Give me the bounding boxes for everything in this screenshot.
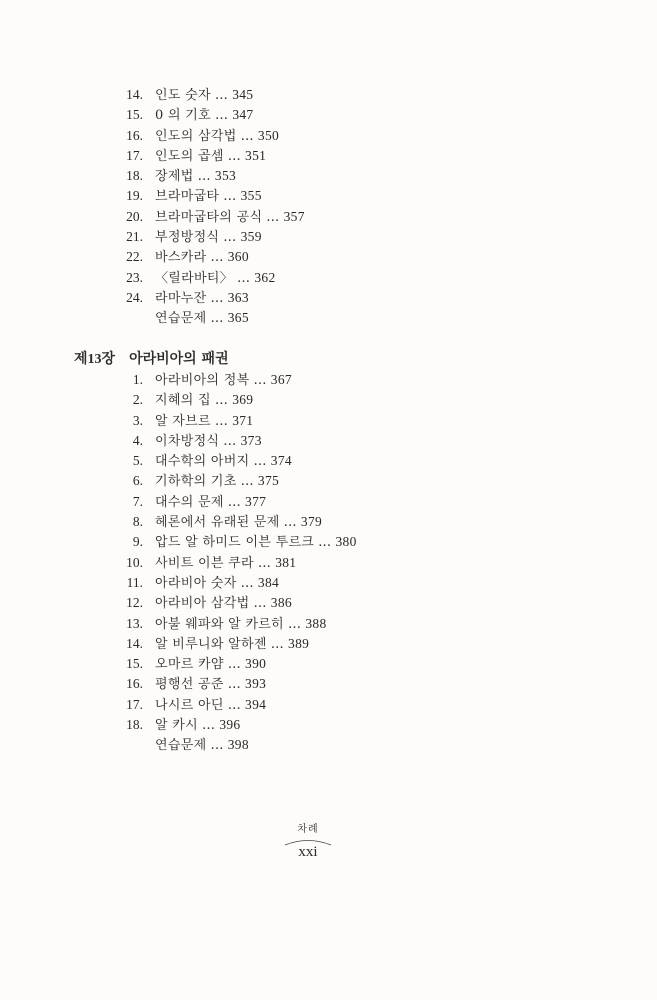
- entry-number: 16.: [126, 127, 143, 143]
- entry-title: 연습문제: [155, 311, 207, 327]
- entry-title: 헤론에서 유래된 문제: [155, 515, 280, 531]
- entry-number: 17.: [126, 147, 143, 163]
- toc-entry: [0, 431, 657, 451]
- entry-title: 라마누잔: [155, 290, 207, 306]
- leader-dots: …: [197, 169, 211, 185]
- toc-entry: [0, 186, 657, 206]
- entry-page: 357: [283, 208, 305, 224]
- toc-entry: [0, 735, 657, 755]
- entry-page: 350: [257, 127, 280, 143]
- entry-page: 388: [305, 615, 327, 631]
- entry-number: 14.: [126, 635, 143, 651]
- leader-dots: …: [253, 373, 267, 388]
- entry-number: 21.: [126, 229, 143, 245]
- entry-title: 0 의 기호: [155, 108, 212, 124]
- entry-title: 브라마굽타의 공식: [155, 209, 263, 225]
- entry-title: 나시르 아딘: [155, 697, 224, 713]
- leader-dots: …: [227, 697, 242, 713]
- entry-page: 363: [227, 289, 249, 305]
- entry-title: 연습문제: [155, 738, 207, 754]
- entry-number: 12.: [126, 595, 143, 611]
- entry-title-line: [155, 614, 327, 635]
- entry-page: 377: [245, 493, 267, 509]
- entry-title-line: [155, 411, 253, 432]
- leader-dots: …: [227, 657, 242, 673]
- entry-title: 이차방정식: [155, 433, 220, 449]
- entry-page: 390: [245, 656, 267, 672]
- leader-dots: …: [240, 128, 254, 144]
- toc-entry: [0, 593, 657, 613]
- toc-entry: [0, 553, 657, 573]
- toc-entry: [0, 288, 657, 308]
- page-footer: [278, 822, 338, 860]
- chapter-heading: [74, 348, 229, 370]
- entry-title-line: [155, 471, 279, 492]
- entry-title-line: [155, 573, 279, 594]
- entry-number: 22.: [126, 249, 143, 265]
- entry-number: 1.: [132, 372, 143, 387]
- entry-title: 아라비아 숫자: [155, 575, 237, 591]
- entry-title-line: [155, 207, 305, 228]
- leader-dots: …: [253, 454, 267, 470]
- entry-page: 367: [270, 372, 292, 387]
- toc-entry: [0, 492, 657, 512]
- entry-page: 353: [214, 168, 237, 184]
- chapter-label: 제13장: [74, 352, 116, 367]
- leader-dots: …: [257, 555, 272, 571]
- entry-number: 8.: [132, 514, 143, 530]
- entry-title: 장제법: [155, 169, 194, 185]
- entry-title-line: [155, 186, 262, 207]
- leader-dots: …: [223, 433, 237, 449]
- toc-entry: [0, 268, 657, 288]
- entry-page: 375: [257, 473, 280, 489]
- entry-title: 아라비아 삼각법: [155, 596, 250, 612]
- entry-page: 393: [245, 676, 267, 692]
- leader-dots: …: [237, 270, 251, 286]
- leader-dots: …: [210, 738, 224, 754]
- entry-title: 〈릴라바티〉: [155, 270, 234, 286]
- entry-number: 17.: [126, 696, 143, 712]
- entry-title: 대수의 문제: [155, 494, 224, 510]
- leader-dots: …: [240, 575, 254, 591]
- entry-title: 알 자브르: [155, 413, 211, 429]
- leader-dots: …: [214, 393, 229, 409]
- entry-page: 394: [245, 696, 267, 712]
- toc-entry: [0, 512, 657, 532]
- toc-entry: [0, 614, 657, 634]
- entry-title-line: [155, 674, 266, 695]
- toc-entry: [0, 146, 657, 166]
- entry-title-line: [155, 146, 266, 167]
- entry-title: 오마르 카얌: [155, 657, 224, 673]
- toc-section-chapter-13: [0, 370, 657, 756]
- toc-entry: [0, 634, 657, 654]
- entry-number: 18.: [126, 168, 143, 184]
- entry-title-line: [155, 492, 266, 513]
- leader-dots: …: [240, 474, 254, 490]
- entry-title: 평행선 공준: [155, 677, 224, 693]
- toc-entry: [0, 227, 657, 247]
- chapter-title: 아라비아의 패권: [129, 351, 229, 367]
- leader-dots: …: [215, 108, 229, 124]
- toc-entry: [0, 532, 657, 552]
- leader-dots: …: [210, 290, 224, 306]
- entry-title-line: [155, 126, 279, 147]
- entry-title: 인도 숫자: [155, 88, 211, 103]
- leader-dots: …: [210, 311, 224, 327]
- entry-title: 압드 알 하미드 이븐 투르크: [155, 535, 315, 551]
- entry-number: 5.: [132, 453, 143, 469]
- leader-dots: …: [270, 636, 285, 652]
- toc-entry: [0, 105, 657, 125]
- leader-dots: …: [214, 413, 229, 429]
- entry-title-line: [155, 735, 249, 756]
- leader-dots: …: [283, 515, 297, 531]
- toc-entry: [0, 654, 657, 674]
- entry-number: 7.: [132, 493, 143, 509]
- toc-entry: [0, 247, 657, 267]
- entry-number: 11.: [126, 574, 143, 590]
- entry-title: 알 비루니와 알하젠: [155, 636, 267, 652]
- entry-page: 396: [219, 717, 241, 733]
- toc-entry: [0, 85, 657, 105]
- leader-dots: …: [214, 88, 229, 103]
- leader-dots: …: [266, 209, 280, 225]
- entry-number: 6.: [132, 473, 143, 489]
- entry-title-line: [155, 227, 262, 248]
- entry-page: 386: [270, 595, 292, 611]
- entry-number: 4.: [132, 432, 143, 448]
- entry-title: 대수학의 아버지: [155, 454, 250, 470]
- entry-title: 인도의 곱셈: [155, 148, 224, 164]
- entry-number: 13.: [126, 615, 143, 631]
- toc-entry: [0, 411, 657, 431]
- entry-page: 374: [270, 453, 292, 469]
- entry-number: 24.: [126, 289, 143, 305]
- toc-entry: [0, 674, 657, 694]
- leader-dots: …: [318, 535, 332, 551]
- entry-title: 기하학의 기초: [155, 474, 237, 490]
- leader-dots: …: [223, 230, 237, 246]
- entry-page: 351: [245, 147, 267, 163]
- entry-number: 3.: [132, 412, 143, 428]
- entry-title: 인도의 삼각법: [155, 128, 237, 144]
- entry-page: 345: [232, 87, 254, 102]
- entry-page: 373: [240, 432, 262, 448]
- entry-title: 지혜의 집: [155, 393, 211, 409]
- entry-number: 23.: [126, 269, 143, 285]
- toc-entry: [0, 715, 657, 735]
- entry-title: 바스카라: [155, 250, 207, 266]
- toc-section-continued: [0, 85, 657, 329]
- entry-title-line: [155, 512, 322, 533]
- toc-entry: [0, 471, 657, 491]
- toc-entry: [0, 695, 657, 715]
- toc-entry: [0, 308, 657, 328]
- entry-number: 10.: [126, 554, 143, 570]
- entry-title-line: [155, 370, 292, 391]
- entry-number: 20.: [126, 208, 143, 224]
- entry-page: 355: [240, 188, 262, 204]
- entry-number: 14.: [126, 87, 143, 102]
- entry-title: 사비트 이븐 쿠라: [155, 555, 254, 571]
- entry-page: 362: [254, 269, 276, 285]
- entry-title: 부정방정식: [155, 230, 220, 246]
- entry-title-line: [155, 166, 236, 187]
- entry-title-line: [155, 431, 262, 452]
- entry-page: 389: [288, 635, 310, 651]
- entry-title-line: [155, 532, 357, 553]
- entry-page: 365: [227, 310, 249, 326]
- entry-page: 380: [335, 534, 357, 550]
- entry-title-line: [155, 390, 253, 411]
- leader-dots: …: [288, 616, 302, 632]
- entry-title-line: [155, 695, 266, 716]
- leader-dots: …: [227, 148, 242, 164]
- toc-entry: [0, 126, 657, 146]
- entry-number: 19.: [126, 188, 143, 204]
- entry-number: 2.: [132, 392, 143, 408]
- entry-title: 아불 웨파와 알 카르히: [155, 616, 285, 632]
- leader-dots: …: [227, 494, 242, 510]
- entry-title-line: [155, 715, 240, 736]
- entry-title-line: [155, 451, 292, 472]
- entry-title-line: [155, 85, 253, 106]
- leader-dots: …: [210, 250, 224, 266]
- toc-entry: [0, 370, 657, 390]
- entry-title-line: [155, 553, 296, 574]
- toc-entry: [0, 573, 657, 593]
- leader-dots: …: [223, 189, 237, 205]
- toc-entry: [0, 207, 657, 227]
- entry-page: 379: [300, 514, 323, 530]
- leader-dots: …: [253, 596, 267, 612]
- entry-title-line: [155, 654, 266, 675]
- page-number: xxi: [298, 844, 318, 860]
- entry-title-line: [155, 593, 292, 614]
- toc-entry: [0, 166, 657, 186]
- entry-number: 18.: [126, 717, 143, 733]
- entry-page: 360: [227, 249, 249, 265]
- entry-title: 브라마굽타: [155, 189, 220, 205]
- entry-number: 15.: [126, 107, 143, 123]
- toc-entry: [0, 390, 657, 410]
- entry-page: 359: [240, 229, 262, 245]
- entry-title-line: [155, 247, 249, 268]
- entry-title-line: [155, 268, 276, 289]
- entry-title-line: [155, 288, 249, 309]
- entry-number: 9.: [132, 534, 143, 550]
- entry-number: 16.: [126, 676, 143, 692]
- entry-page: 384: [257, 574, 280, 590]
- entry-title-line: [155, 308, 249, 329]
- toc-entry: [0, 451, 657, 471]
- entry-title: 알 카시: [155, 718, 199, 734]
- entry-page: 371: [232, 412, 254, 428]
- leader-dots: …: [202, 718, 216, 734]
- entry-title: 아라비아의 정복: [155, 373, 250, 388]
- entry-number: 15.: [126, 656, 143, 672]
- entry-page: 381: [275, 554, 297, 570]
- running-footer-section: 차례: [297, 824, 319, 835]
- entry-title-line: [155, 105, 253, 126]
- entry-title-line: [155, 634, 309, 655]
- leader-dots: …: [227, 677, 242, 693]
- entry-page: 347: [232, 107, 254, 123]
- entry-page: 369: [232, 392, 254, 408]
- entry-page: 398: [227, 737, 249, 753]
